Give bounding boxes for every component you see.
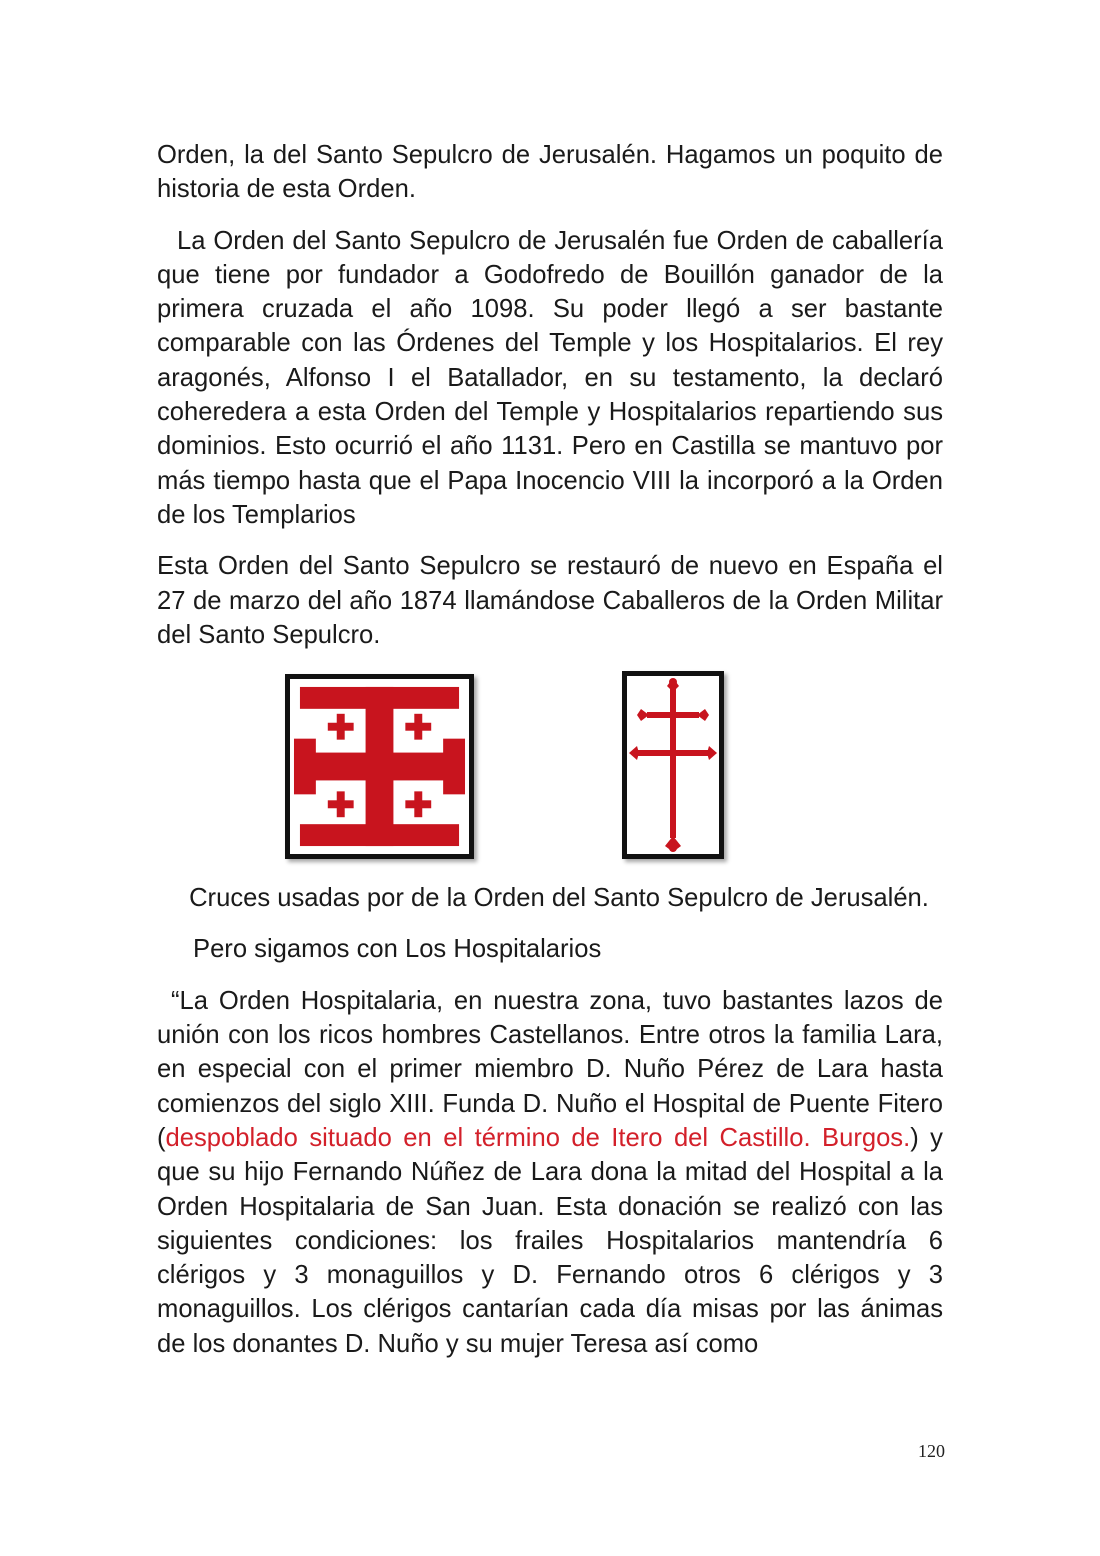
page-number: 120 xyxy=(918,1441,945,1461)
crosses-figure xyxy=(157,669,943,881)
jerusalem-cross-icon xyxy=(285,674,474,859)
paragraph-history: La Orden del Santo Sepulcro de Jerusalén fue Orden de caballería que tiene por fundador a Godofredo de Bouillón ganador de la primera cruzada el año 1098. Su poder llegó a ser bastante comparable con las Órdenes del Temple y los Hospitalarios. El rey aragonés, Alfonso I el Batallador, en su testamento, la declaró coheredera a esta Orden del Temple y Hospitalarios repartiendo sus dominios. Esto ocurrió el año 1131. Pero en Castilla se mantuvo por más tiempo hasta que el Papa Inocencio VIII la incorporó a la Orden de los Templarios xyxy=(157,226,943,529)
page-body xyxy=(157,138,943,1378)
paragraph-restoration: Esta Orden del Santo Sepulcro se restauró de nuevo en España el 27 de marzo del año 1874 llamándose Caballeros de la Orden Militar del Santo Sepulcro. xyxy=(157,552,943,649)
paragraph-text: ) y que su hijo Fernando Núñez de Lara dona la mitad del Hospital a la Orden Hospitalaria de San Juan. Esta donación se realizó con las siguientes condiciones: los frailes Hospitalarios mantendría 6 clérigos y 3 monaguillos y D. Fernando otros 6 clérigos y 3 monaguillos. Los clérigos cantarían cada día misas por las ánimas de los donantes D. Nuño y su mujer Teresa así como xyxy=(157,1123,943,1358)
paragraph-intro: Orden, la del Santo Sepulcro de Jerusalén. Hagamos un poquito de historia de esta Orden. xyxy=(157,141,943,204)
paragraph-hospitalarios xyxy=(157,984,943,1361)
paragraph-text: “La Orden Hospitalaria, en nuestra zona, tuvo bastantes lazos de unión con los ricos hombres Castellanos. Entre otros la familia Lara, en especial con el primer miembro D. Nuño Pérez de Lara hasta comienzos del siglo XIII. Funda D. Nuño el Hospital de Puente Fitero ( xyxy=(157,986,943,1152)
highlighted-place-note: despoblado situado en el término de Itero del Castillo. Burgos. xyxy=(165,1123,911,1152)
section-subhead: Pero sigamos con Los Hospitalarios xyxy=(193,935,602,964)
figure-caption: Cruces usadas por de la Orden del Santo Sepulcro de Jerusalén. xyxy=(189,884,929,913)
patriarchal-cross-icon xyxy=(622,671,724,859)
